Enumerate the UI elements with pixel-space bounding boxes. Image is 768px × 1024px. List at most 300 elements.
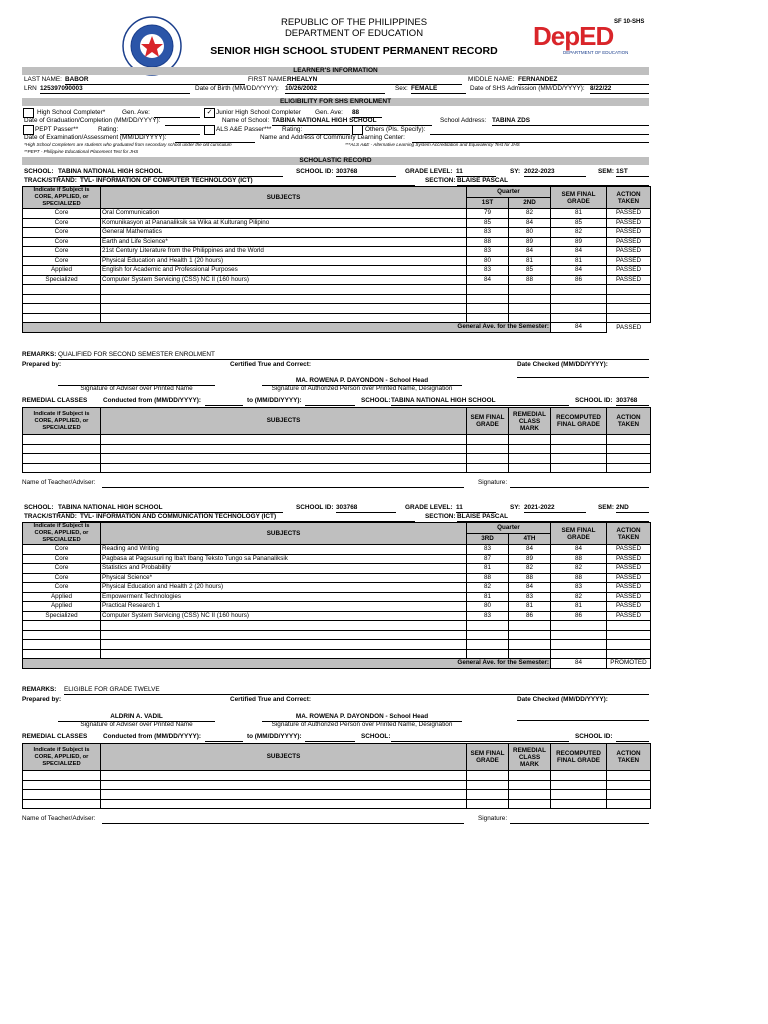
- cell-q1: 85: [467, 218, 509, 228]
- blank-cell[interactable]: [467, 435, 509, 445]
- scholastic-bar: SCHOLASTIC RECORD: [22, 157, 649, 165]
- others-label: Others (Pls. Specify):: [365, 126, 426, 133]
- sem1-conducted-line: [205, 405, 243, 406]
- blank-cell[interactable]: [23, 463, 101, 473]
- cell-q2: [509, 630, 551, 640]
- cell-subject: Statistics and Probability: [101, 564, 467, 574]
- cell-q1: 79: [467, 209, 509, 219]
- sem2-type-header: Indicate if Subject is CORE, APPLIED, or SPECIALIZED: [23, 523, 101, 545]
- blank-cell[interactable]: [509, 799, 551, 809]
- blank-cell[interactable]: [551, 790, 607, 800]
- cell-action: PASSED: [607, 611, 651, 621]
- cell-type: Applied: [23, 592, 101, 602]
- sem1-sem-value: 1ST: [616, 168, 649, 177]
- cell-action: PASSED: [607, 554, 651, 564]
- table-row: [23, 294, 651, 304]
- blank-cell[interactable]: [607, 790, 651, 800]
- footnote-hs: *High School Completers are students who graduated from secondary school under the old curriculum: [24, 142, 232, 147]
- table-row: [23, 799, 651, 809]
- sem2-sig-adviser-caption: Signature of Adviser over Printed Name: [80, 721, 193, 728]
- sem2-to-line: [305, 741, 355, 742]
- table-row: [23, 640, 651, 650]
- blank-cell[interactable]: [23, 790, 101, 800]
- cell-type: [23, 649, 101, 659]
- table-row: [23, 583, 651, 593]
- sem2-teacher-line: [102, 823, 464, 824]
- blank-cell[interactable]: [551, 771, 607, 781]
- cell-subject: Physical Science*: [101, 573, 467, 583]
- sem2-sem-label: SEM:: [598, 504, 614, 511]
- sem2-date-checked-line: [517, 720, 649, 721]
- cell-final: 84: [551, 247, 607, 257]
- blank-cell[interactable]: [101, 780, 467, 790]
- cell-final: 82: [551, 564, 607, 574]
- blank-cell[interactable]: [101, 454, 467, 464]
- cell-q2: 82: [509, 209, 551, 219]
- blank-cell[interactable]: [551, 463, 607, 473]
- blank-cell[interactable]: [607, 771, 651, 781]
- form-code: SF 10-SHS: [614, 19, 645, 25]
- cell-q2: [509, 640, 551, 650]
- blank-cell[interactable]: [23, 435, 101, 445]
- sem1-rem-final-header: SEM FINAL GRADE: [467, 408, 509, 435]
- pept-rating-label: Rating:: [98, 126, 119, 133]
- sem1-signature-line: [510, 487, 649, 488]
- cell-type: Core: [23, 564, 101, 574]
- sem2-conducted-line: [205, 741, 243, 742]
- cell-q2: 89: [509, 554, 551, 564]
- table-row: [23, 228, 651, 238]
- cell-q1: [467, 630, 509, 640]
- cell-final: 81: [551, 256, 607, 266]
- sem2-rem-mark-header: REMEDIAL CLASS MARK: [509, 744, 551, 771]
- last-name-label: LAST NAME:: [24, 76, 62, 83]
- sem2-teacher-label: Name of Teacher/Adviser:: [22, 815, 96, 822]
- sem1-gen-ave-action: PASSED: [616, 323, 642, 331]
- cell-final: 83: [551, 583, 607, 593]
- cell-subject: [101, 304, 467, 314]
- blank-cell[interactable]: [101, 790, 467, 800]
- sem2-sig-auth-caption: Signature of Authorized Person over Printed Name, Designation: [271, 721, 453, 728]
- cell-subject: [101, 649, 467, 659]
- sem1-quarter-header: Quarter: [467, 187, 551, 198]
- page-title: SENIOR HIGH SCHOOL STUDENT PERMANENT RECORD: [210, 45, 498, 57]
- cell-q1: 83: [467, 545, 509, 555]
- cell-q2: 84: [509, 583, 551, 593]
- cell-action: PASSED: [607, 237, 651, 247]
- cell-q1: 83: [467, 228, 509, 238]
- sem1-action-header: ACTION TAKEN: [607, 187, 651, 209]
- table-row: [23, 247, 651, 257]
- table-row: [23, 313, 651, 323]
- cell-subject: Computer System Servicing (CSS) NC II (160 hours): [101, 611, 467, 621]
- sem1-conducted-label: Conducted from (MM/DD/YYYY):: [103, 397, 201, 404]
- cell-action: PASSED: [607, 266, 651, 276]
- cell-subject: [101, 285, 467, 295]
- hs-completer-label: High School Completer*: [37, 109, 106, 116]
- deped-logo-text: DepED: [533, 21, 614, 51]
- cell-q1: [467, 621, 509, 631]
- cell-subject: [101, 640, 467, 650]
- sem1-head-name: MA. ROWENA P. DAYONDON - School Head: [295, 377, 429, 384]
- sem2-grades-table: [22, 522, 651, 669]
- sem1-track-value: TVL- INFORMATION OF COMPUTER TECHNOLOGY (ICT): [80, 177, 415, 186]
- school-address-label: School Address:: [440, 117, 487, 124]
- hs-gen-ave-line: [154, 117, 200, 118]
- sem2-quarter-header: Quarter: [467, 523, 551, 534]
- sem2-remedial-label: REMEDIAL CLASSES: [22, 733, 88, 740]
- sem1-school-value: TABINA NATIONAL HIGH SCHOOL: [58, 168, 283, 177]
- blank-cell[interactable]: [23, 454, 101, 464]
- cell-subject: Komunikasyon at Pananaliksik sa Wika at Kulturang Pilipino: [101, 218, 467, 228]
- sem1-certified-label: Certified True and Correct:: [230, 361, 311, 368]
- sem2-final-header: SEM FINAL GRADE: [551, 523, 607, 545]
- sem1-date-checked-label: Date Checked (MM/DD/YYYY):: [517, 361, 608, 368]
- cell-action: PASSED: [607, 602, 651, 612]
- blank-cell[interactable]: [467, 454, 509, 464]
- cell-type: [23, 285, 101, 295]
- footnote-als: ***ALS A&E - Alternative Learning System Accreditation and Equivalency Test for JHS: [345, 142, 520, 147]
- admission-value: 8/22/22: [590, 85, 649, 94]
- blank-cell[interactable]: [467, 780, 509, 790]
- cell-type: Applied: [23, 602, 101, 612]
- cell-final: [551, 640, 607, 650]
- blank-cell[interactable]: [551, 444, 607, 454]
- blank-cell[interactable]: [607, 780, 651, 790]
- middle-name-value: FERNANDEZ: [518, 76, 649, 85]
- cell-subject: Physical Education and Health 1 (20 hours): [101, 256, 467, 266]
- cell-type: Applied: [23, 266, 101, 276]
- cell-type: Specialized: [23, 611, 101, 621]
- sem1-prepared-label: Prepared by:: [22, 361, 62, 368]
- cell-final: [551, 294, 607, 304]
- sem2-gen-ave-action: PROMOTED: [607, 659, 651, 669]
- jhs-gen-ave-value: 88: [352, 109, 382, 118]
- date-exam-label: Date of Examination/Assessment (MM/DD/YYYY):: [24, 134, 167, 141]
- cell-action: [607, 304, 651, 314]
- blank-cell[interactable]: [509, 435, 551, 445]
- cell-q2: 88: [509, 573, 551, 583]
- cell-action: [607, 285, 651, 295]
- sem1-remarks-value: QUALIFIED FOR SECOND SEMESTER ENROLMENT: [58, 351, 649, 360]
- cell-final: 81: [551, 602, 607, 612]
- hs-gen-ave-label: Gen. Ave:: [122, 109, 150, 116]
- blank-cell[interactable]: [607, 444, 651, 454]
- school-name-value: TABINA NATIONAL HIGH SCHOOL: [272, 117, 432, 126]
- cell-final: [551, 649, 607, 659]
- cell-type: [23, 630, 101, 640]
- sem1-final-header: SEM FINAL GRADE: [551, 187, 607, 209]
- blank-cell[interactable]: [509, 780, 551, 790]
- cell-final: 82: [551, 592, 607, 602]
- cell-final: 84: [551, 266, 607, 276]
- school-address-value: TABINA ZDS: [492, 117, 649, 126]
- cell-type: [23, 621, 101, 631]
- sem1-sig-auth-caption: Signature of Authorized Person over Printed Name, Designation: [271, 385, 453, 392]
- cell-action: PASSED: [607, 592, 651, 602]
- deped-logo-subtext: DEPARTMENT OF EDUCATION: [563, 50, 629, 55]
- sem2-rem-recomputed-header: RECOMPUTED FINAL GRADE: [551, 744, 607, 771]
- cell-subject: 21st Century Literature from the Philippines and the World: [101, 247, 467, 257]
- cell-q1: [467, 640, 509, 650]
- sem1-grade-level-label: GRADE LEVEL:: [405, 168, 453, 175]
- sem2-school-value: TABINA NATIONAL HIGH SCHOOL: [58, 504, 283, 513]
- sem1-section-label: SECTION:: [425, 177, 456, 184]
- sem1-remedial-school-value: TABINA NATIONAL HIGH SCHOOL: [391, 397, 569, 406]
- cell-q2: 84: [509, 218, 551, 228]
- cell-action: PASSED: [607, 256, 651, 266]
- blank-cell[interactable]: [101, 463, 467, 473]
- sem1-type-header: Indicate if Subject is CORE, APPLIED, or SPECIALIZED: [23, 187, 101, 209]
- cell-q2: [509, 313, 551, 323]
- cell-action: PASSED: [607, 228, 651, 238]
- dob-value: 10/26/2002: [285, 85, 385, 94]
- cell-subject: Pagbasa at Pagsusuri ng Iba't Ibang Teksto Tungo sa Pananaliksik: [101, 554, 467, 564]
- sem1-remedial-label: REMEDIAL CLASSES: [22, 397, 88, 404]
- first-name-label: FIRST NAME:: [248, 76, 289, 83]
- cell-final: 82: [551, 228, 607, 238]
- cell-q2: 85: [509, 266, 551, 276]
- cell-subject: General Mathematics: [101, 228, 467, 238]
- eligibility-bar: ELIGIBILITY FOR SHS ENROLMENT: [22, 98, 649, 106]
- sem2-conducted-label: Conducted from (MM/DD/YYYY):: [103, 733, 201, 740]
- sem1-rem-action-header: ACTION TAKEN: [607, 408, 651, 435]
- als-checkbox[interactable]: [204, 125, 215, 135]
- blank-cell[interactable]: [467, 463, 509, 473]
- blank-cell[interactable]: [23, 799, 101, 809]
- blank-cell[interactable]: [23, 444, 101, 454]
- cell-type: [23, 640, 101, 650]
- table-row: [23, 573, 651, 583]
- lrn-label: LRN: [24, 85, 37, 92]
- table-row: [23, 611, 651, 621]
- sem2-sy-value: 2021-2022: [524, 504, 586, 513]
- cell-type: Specialized: [23, 275, 101, 285]
- cell-type: Core: [23, 237, 101, 247]
- table-row: [23, 209, 651, 219]
- cell-action: [607, 649, 651, 659]
- table-row: [23, 218, 651, 228]
- cell-type: Core: [23, 218, 101, 228]
- table-row: [23, 285, 651, 295]
- sem2-track-value: TVL- INFORMATION AND COMMUNICATION TECHNOLOGY (ICT): [80, 513, 415, 522]
- cell-type: Core: [23, 256, 101, 266]
- als-rating-label: Rating:: [282, 126, 303, 133]
- date-grad-line: [165, 125, 205, 126]
- table-row: [23, 463, 651, 473]
- sem1-date-checked-line: [517, 377, 649, 378]
- cell-subject: Practical Research 1: [101, 602, 467, 612]
- sem2-remedial-school-label: SCHOOL:: [361, 733, 391, 740]
- cell-final: 86: [551, 611, 607, 621]
- cell-q2: 81: [509, 256, 551, 266]
- cell-q1: [467, 313, 509, 323]
- cell-final: [551, 630, 607, 640]
- blank-cell[interactable]: [509, 790, 551, 800]
- sem1-to-line: [305, 405, 355, 406]
- sem1-teacher-label: Name of Teacher/Adviser:: [22, 479, 96, 486]
- sem2-signature-line: [510, 823, 649, 824]
- cell-q1: 83: [467, 611, 509, 621]
- sem2-signature-label: Signature:: [478, 815, 508, 822]
- blank-cell[interactable]: [509, 444, 551, 454]
- cell-q2: [509, 304, 551, 314]
- cell-q1: 81: [467, 564, 509, 574]
- date-grad-label: Date of Graduation/Completion (MM/DD/YYYY):: [24, 117, 161, 124]
- sem1-signature-label: Signature:: [478, 479, 508, 486]
- sex-label: Sex:: [395, 85, 408, 92]
- blank-cell[interactable]: [551, 454, 607, 464]
- sem1-school-label: SCHOOL:: [24, 168, 54, 175]
- sem1-remedial-school-id-value: 303768: [616, 397, 649, 406]
- sem2-date-checked-label: Date Checked (MM/DD/YYYY):: [517, 696, 608, 703]
- sem2-subjects-header: SUBJECTS: [101, 523, 467, 545]
- sem2-section-value: BLAISE PASCAL: [457, 513, 649, 522]
- table-row: [23, 790, 651, 800]
- table-row: [23, 304, 651, 314]
- cell-action: [607, 621, 651, 631]
- blank-cell[interactable]: [509, 454, 551, 464]
- table-row: [23, 649, 651, 659]
- cell-subject: [101, 313, 467, 323]
- sem1-track-label: TRACK/STRAND:: [24, 177, 77, 184]
- department-heading: DEPARTMENT OF EDUCATION: [284, 28, 424, 39]
- cell-action: PASSED: [607, 564, 651, 574]
- cell-subject: Empowerment Technologies: [101, 592, 467, 602]
- table-row: [23, 454, 651, 464]
- sem2-remedial-school-value: [391, 733, 569, 742]
- table-row: [23, 435, 651, 445]
- cell-q1: 88: [467, 237, 509, 247]
- sem1-q2-header: 2ND: [509, 198, 551, 209]
- table-row: [23, 256, 651, 266]
- cell-q1: [467, 294, 509, 304]
- sem1-remedial-school-label: SCHOOL:: [361, 397, 391, 404]
- blank-cell[interactable]: [551, 780, 607, 790]
- cell-q1: 83: [467, 266, 509, 276]
- sem1-school-id-value: 303768: [336, 168, 396, 177]
- cell-subject: Reading and Writing: [101, 545, 467, 555]
- cell-q2: 82: [509, 564, 551, 574]
- blank-cell[interactable]: [467, 444, 509, 454]
- sem2-rem-type-header: Indicate if Subject is CORE, APPLIED, or SPECIALIZED: [23, 744, 101, 771]
- sem2-sy-label: SY:: [510, 504, 521, 511]
- blank-cell[interactable]: [509, 771, 551, 781]
- middle-name-label: MIDDLE NAME:: [468, 76, 515, 83]
- sem2-head-name: MA. ROWENA P. DAYONDON - School Head: [295, 713, 429, 720]
- cell-q2: [509, 294, 551, 304]
- cell-q1: 83: [467, 247, 509, 257]
- cell-q1: [467, 649, 509, 659]
- als-label: ALS A&E Passer***: [216, 126, 272, 133]
- cell-q2: 80: [509, 228, 551, 238]
- sem1-gen-ave-label: General Ave. for the Semester:: [23, 323, 551, 333]
- jhs-completer-checkbox[interactable]: ✓: [204, 108, 215, 118]
- blank-cell[interactable]: [23, 771, 101, 781]
- sem2-school-label: SCHOOL:: [24, 504, 54, 511]
- cell-subject: [101, 621, 467, 631]
- blank-cell[interactable]: [101, 444, 467, 454]
- blank-cell[interactable]: [23, 780, 101, 790]
- cell-type: Core: [23, 228, 101, 238]
- sex-value: FEMALE: [411, 85, 466, 94]
- sem1-q1-header: 1ST: [467, 198, 509, 209]
- cell-action: PASSED: [607, 275, 651, 285]
- blank-cell[interactable]: [467, 790, 509, 800]
- blank-cell[interactable]: [607, 463, 651, 473]
- sem1-teacher-line: [102, 487, 464, 488]
- table-row: [23, 275, 651, 285]
- cell-action: PASSED: [607, 583, 651, 593]
- table-row: [23, 545, 651, 555]
- cell-type: Core: [23, 209, 101, 219]
- cell-q2: 83: [509, 592, 551, 602]
- cell-q1: [467, 304, 509, 314]
- table-row: [23, 592, 651, 602]
- cell-final: 89: [551, 237, 607, 247]
- table-row: [23, 621, 651, 631]
- cell-type: Core: [23, 583, 101, 593]
- sem2-grade-level-label: GRADE LEVEL:: [405, 504, 453, 511]
- cell-action: PASSED: [607, 545, 651, 555]
- blank-cell[interactable]: [607, 435, 651, 445]
- blank-cell[interactable]: [101, 435, 467, 445]
- cell-q2: [509, 285, 551, 295]
- cell-q2: [509, 621, 551, 631]
- deped-logo: [533, 22, 643, 62]
- blank-cell[interactable]: [101, 771, 467, 781]
- sem2-school-id-label: SCHOOL ID:: [296, 504, 334, 511]
- blank-cell[interactable]: [467, 771, 509, 781]
- sem2-grade-level-value: 11: [456, 504, 496, 513]
- table-row: [23, 564, 651, 574]
- cell-q2: 88: [509, 275, 551, 285]
- cell-type: Core: [23, 573, 101, 583]
- cell-final: [551, 621, 607, 631]
- cell-q2: 81: [509, 602, 551, 612]
- cell-subject: Earth and Life Science*: [101, 237, 467, 247]
- blank-cell[interactable]: [607, 799, 651, 809]
- cell-action: [607, 313, 651, 323]
- cell-action: [607, 294, 651, 304]
- blank-cell[interactable]: [551, 799, 607, 809]
- cell-subject: Physical Education and Health 2 (20 hours): [101, 583, 467, 593]
- cell-final: 88: [551, 554, 607, 564]
- cell-q2: 84: [509, 247, 551, 257]
- cell-q1: 88: [467, 573, 509, 583]
- sem1-sy-label: SY:: [510, 168, 521, 175]
- blank-cell[interactable]: [607, 454, 651, 464]
- sem2-remedial-table: [22, 743, 651, 809]
- table-row: [23, 602, 651, 612]
- sem2-remarks-value: ELIGIBLE FOR GRADE TWELVE: [64, 686, 649, 695]
- sem1-grades-table: [22, 186, 651, 333]
- blank-cell[interactable]: [101, 799, 467, 809]
- sem2-rem-subjects-header: SUBJECTS: [101, 744, 467, 771]
- school-name-label: Name of School:: [222, 117, 270, 124]
- table-row: [23, 444, 651, 454]
- blank-cell[interactable]: [551, 435, 607, 445]
- blank-cell[interactable]: [509, 463, 551, 473]
- learner-info-bar: LEARNER'S INFORMATION: [22, 67, 649, 75]
- clc-label: Name and Address of Community Learning Center:: [260, 134, 405, 141]
- first-name-value: RHEALYN: [287, 76, 462, 85]
- sem2-q1-header: 3RD: [467, 534, 509, 545]
- sem1-remedial-school-id-label: SCHOOL ID:: [575, 397, 613, 404]
- blank-cell[interactable]: [467, 799, 509, 809]
- table-row: [23, 771, 651, 781]
- cell-type: Core: [23, 554, 101, 564]
